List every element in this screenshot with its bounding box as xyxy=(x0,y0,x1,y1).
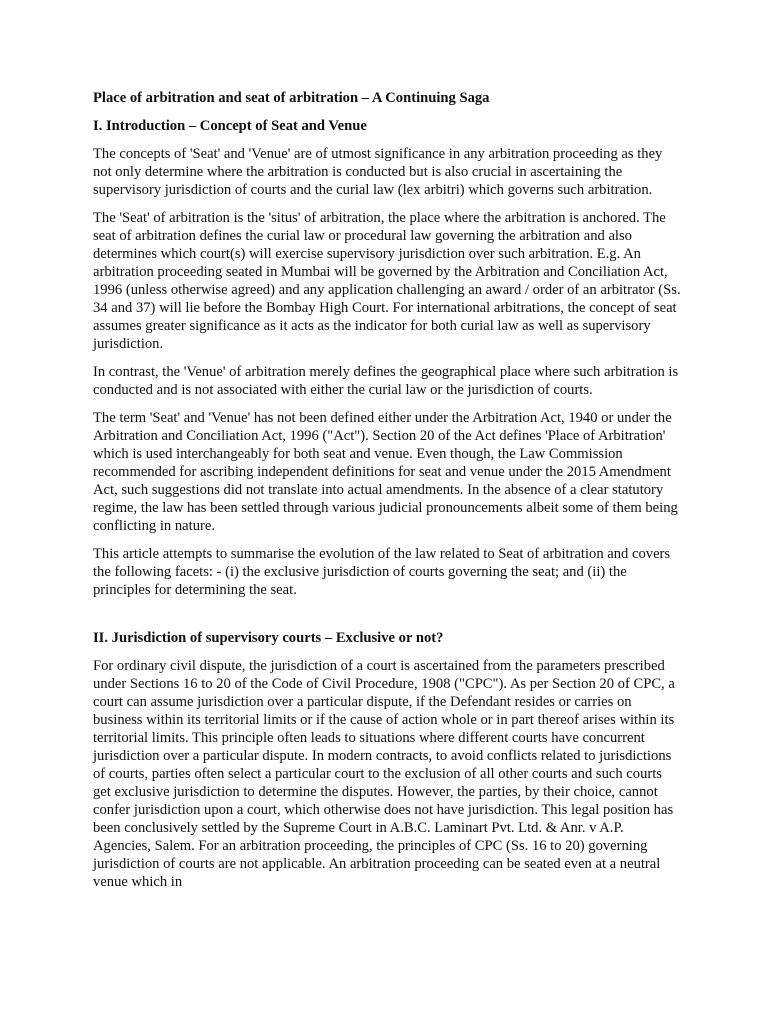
paragraph: This article attempts to summarise the evolution of the law related to Seat of arbitration and covers the following facets: - (i) the exclusive jurisdiction of courts governing the seat; and (ii) the principles for determining the seat. xyxy=(93,546,671,598)
section-heading-jurisdiction: II. Jurisdiction of supervisory courts – Exclusive or not? xyxy=(93,630,444,646)
paragraph: The 'Seat' of arbitration is the 'situs' of arbitration, the place where the arbitration is anchored. The seat of arbitration defines the curial law or procedural law governing the arbitration and also determines which court(s) will exercise supervisory jurisdiction over such arbitration. E.g. An arbitration proceeding seated in Mumbai will be governed by the Arbitration and Conciliation Act, 1996 (unless otherwise agreed) and any application challenging an award / order of an arbitrator (Ss. 34 and 37) will lie before the Bombay High Court. For international arbitrations, the concept of seat assumes greater significance as it acts as the indicator for both curial law as well as supervisory jurisdiction. xyxy=(93,210,681,352)
document-body xyxy=(93,89,681,901)
section-spacer xyxy=(93,609,681,629)
paragraph: In contrast, the 'Venue' of arbitration merely defines the geographical place where such arbitration is conducted and is not associated with either the curial law or the jurisdiction of courts. xyxy=(93,364,679,398)
document-title: Place of arbitration and seat of arbitration – A Continuing Saga xyxy=(93,90,490,106)
paragraph: The term 'Seat' and 'Venue' has not been defined either under the Arbitration Act, 1940 or under the Arbitration and Conciliation Act, 1996 ("Act"). Section 20 of the Act defines 'Place of Arbitration' which is used interchangeably for both seat and venue. Even though, the Law Commission recommended for ascribing independent definitions for seat and venue under the 2015 Amendment Act, such suggestions did not translate into actual amendments. In the absence of a clear statutory regime, the law has been settled through various judicial pronouncements albeit some of them being conflicting in nature. xyxy=(93,410,678,534)
paragraph: For ordinary civil dispute, the jurisdiction of a court is ascertained from the parameters prescribed under Sections 16 to 20 of the Code of Civil Procedure, 1908 ("CPC"). As per Section 20 of CPC, a court can assume jurisdiction over a particular dispute, if the Defendant resides or carries on business within its territorial limits or if the cause of action whole or in part thereof arises within its territorial limits. This principle often leads to situations where different courts have concurrent jurisdiction over a particular dispute. In modern contracts, to avoid conflicts related to jurisdictions of courts, parties often select a particular court to the exclusion of all other courts and such courts get exclusive jurisdiction to determine the disputes. However, the parties, by their choice, cannot confer jurisdiction upon a court, which otherwise does not have jurisdiction. This legal position has been conclusively settled by the Supreme Court in A.B.C. Laminart Pvt. Ltd. & Anr. v A.P. Agencies, Salem. For an arbitration proceeding, the principles of CPC (Ss. 16 to 20) governing jurisdiction of courts are not applicable. An arbitration proceeding can be seated even at a neutral venue which in xyxy=(93,658,675,890)
paragraph: The concepts of 'Seat' and 'Venue' are of utmost significance in any arbitration proceeding as they not only determine where the arbitration is conducted but is also crucial in ascertaining the supervisory jurisdiction of courts and the curial law (lex arbitri) which governs such arbitration. xyxy=(93,146,663,198)
section-heading-introduction: I. Introduction – Concept of Seat and Venue xyxy=(93,118,367,134)
